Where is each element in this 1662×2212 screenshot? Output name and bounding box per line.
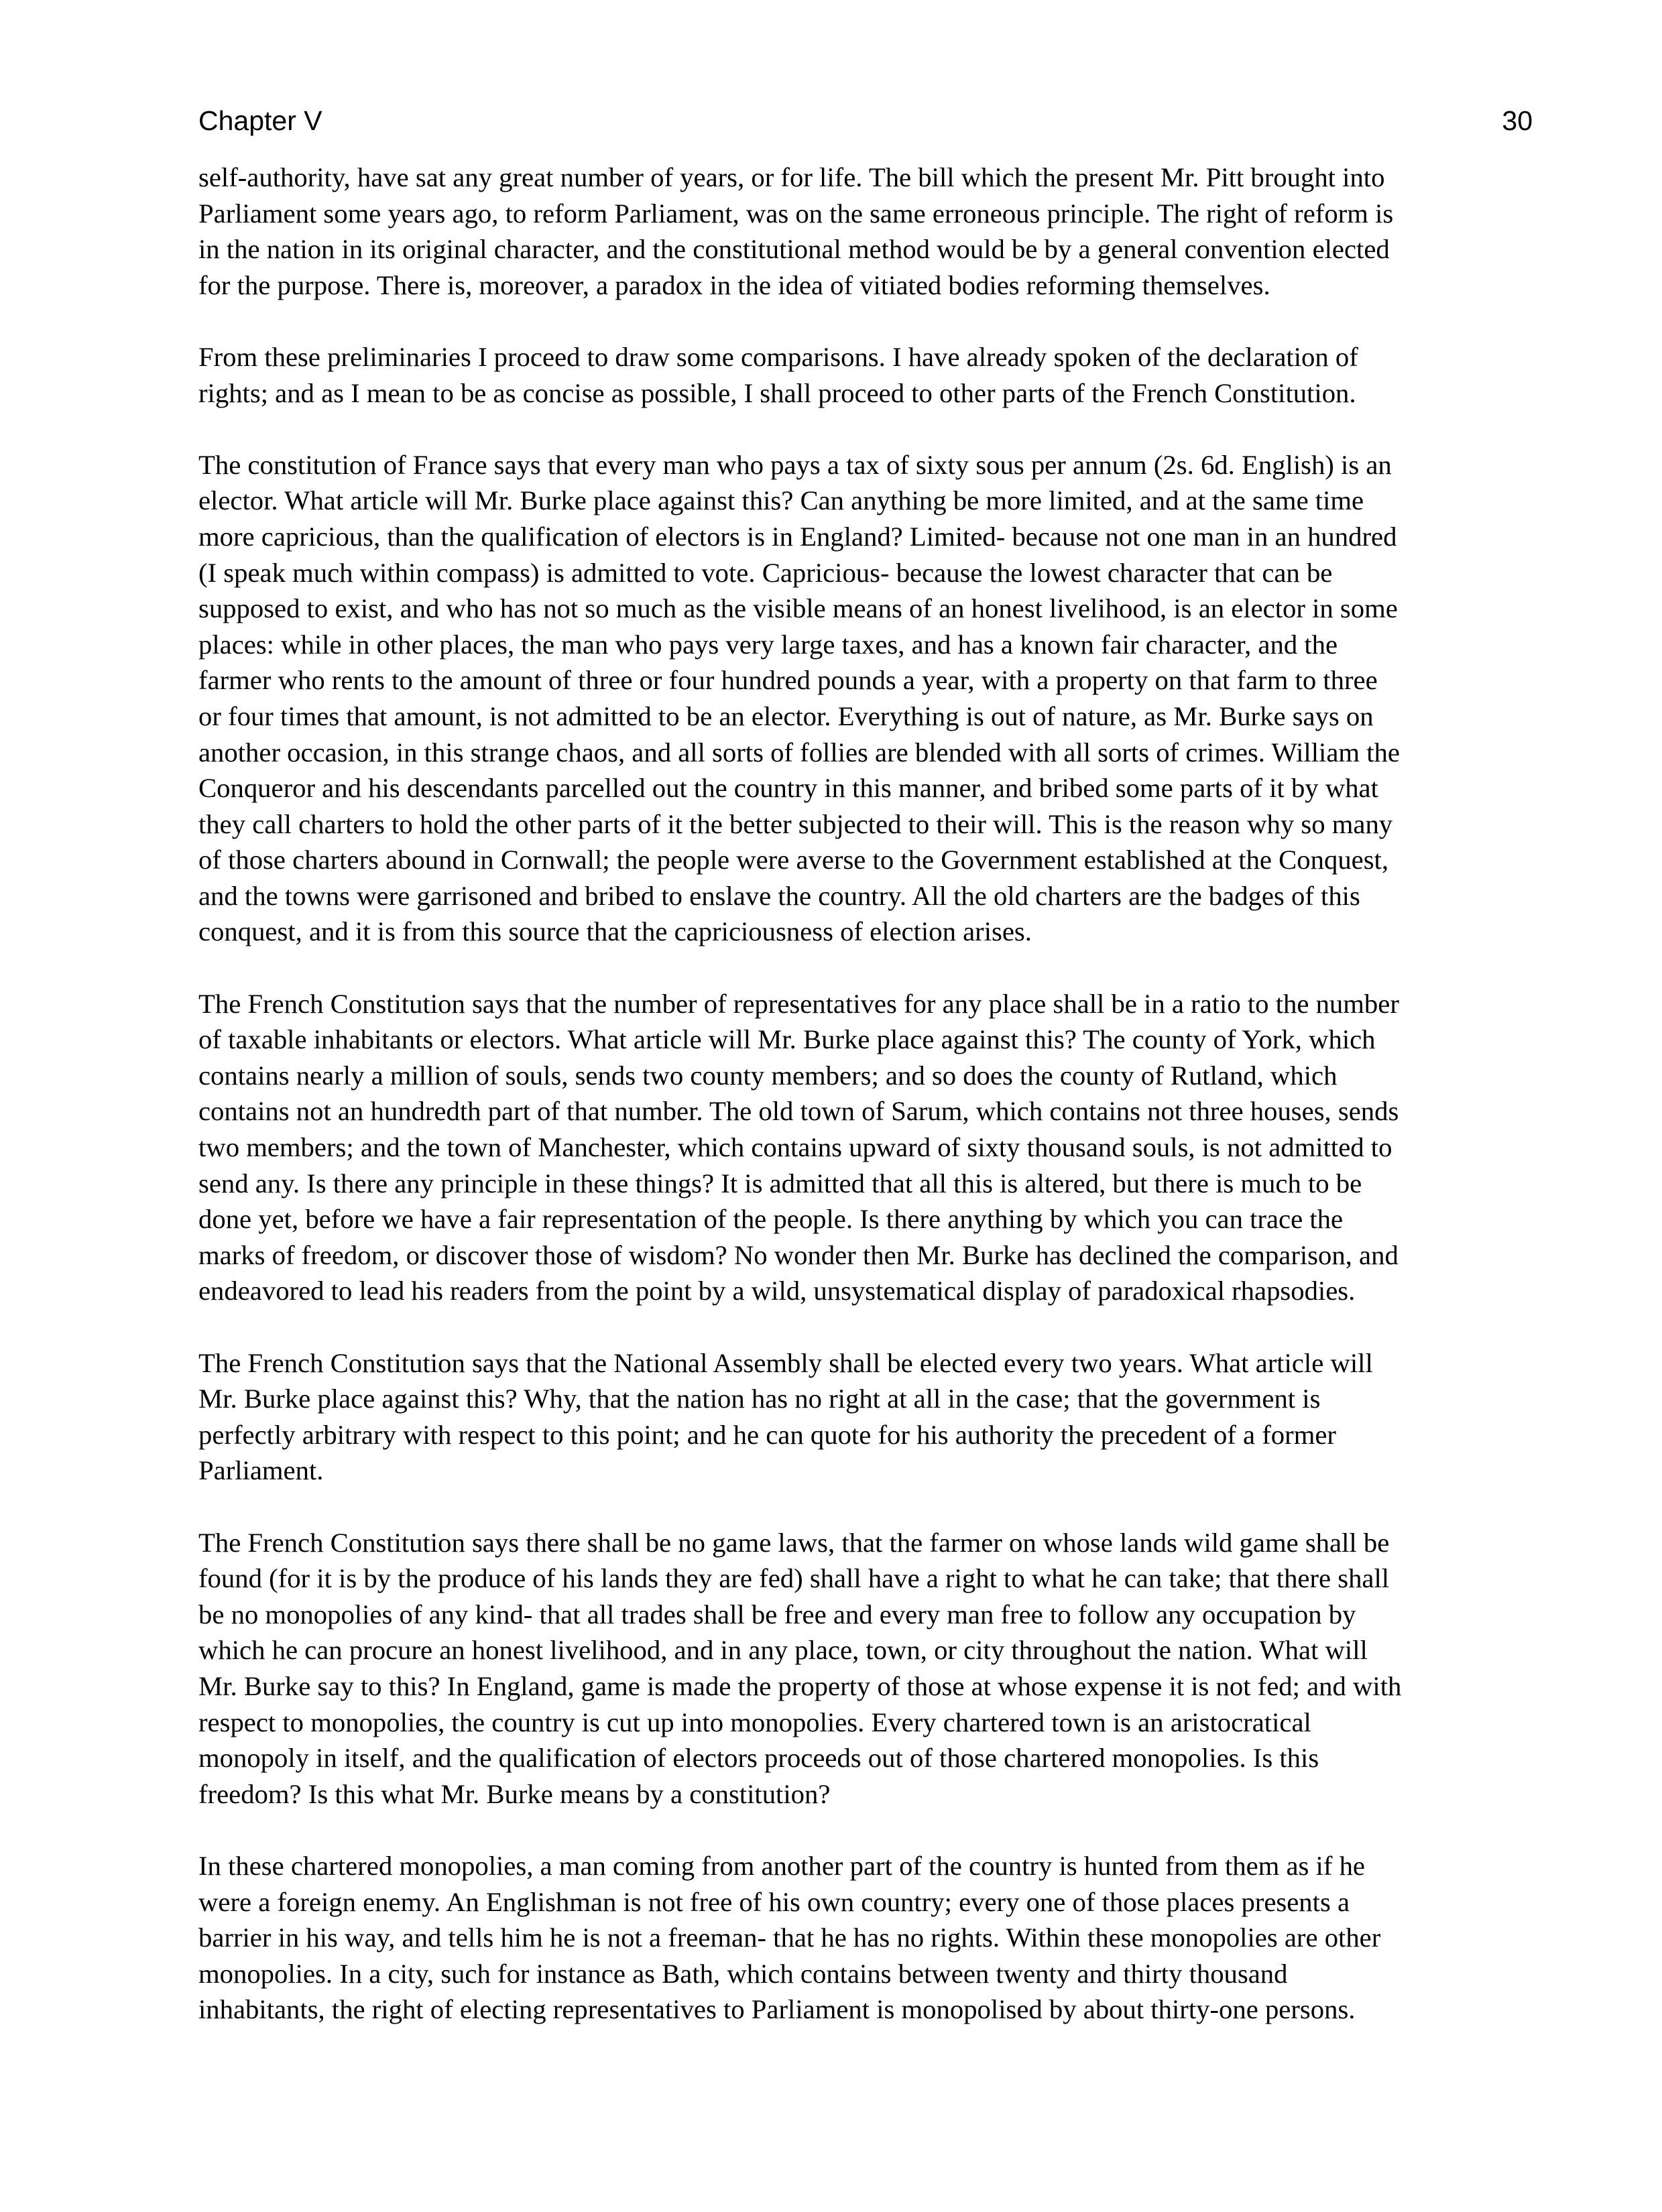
- text-line: of taxable inhabitants or electors. What article will Mr. Burke place against this? The county of York, which: [198, 1024, 1376, 1055]
- text-line: contains not an hundredth part of that number. The old town of Sarum, which contains not three houses, sends: [198, 1096, 1399, 1127]
- text-line: send any. Is there any principle in these things? It is admitted that all this is altered, but there is much to be: [198, 1168, 1362, 1199]
- chapter-title: Chapter V: [198, 105, 322, 136]
- text-line: self-authority, have sat any great number of years, or for life. The bill which the present Mr. Pitt brought into: [198, 162, 1385, 192]
- text-line: Parliament.: [198, 1455, 324, 1486]
- text-line: In these chartered monopolies, a man coming from another part of the country is hunted from them as if he: [198, 1850, 1365, 1881]
- paragraph-1: [198, 160, 1533, 303]
- text-line: barrier in his way, and tells him he is not a freeman- that he has no rights. Within these monopolies are other: [198, 1922, 1381, 1953]
- text-line: places: while in other places, the man who pays very large taxes, and has a known fair character, and the: [198, 629, 1338, 660]
- text-line: (I speak much within compass) is admitted to vote. Capricious- because the lowest character that can be: [198, 557, 1333, 588]
- text-line: The constitution of France says that every man who pays a tax of sixty sous per annum (2s. 6d. English) is an: [198, 449, 1392, 480]
- paragraph-7: [198, 1848, 1533, 2028]
- paragraph-2: [198, 339, 1533, 411]
- body-text: [198, 160, 1533, 2028]
- text-line: Mr. Burke place against this? Why, that the nation has no right at all in the case; that the government is: [198, 1384, 1321, 1414]
- paragraph-5: [198, 1345, 1533, 1489]
- text-line: The French Constitution says that the National Assembly shall be elected every two years. What article will: [198, 1347, 1373, 1378]
- document-page: [198, 101, 1533, 2063]
- text-line: monopoly in itself, and the qualification of electors proceeds out of those chartered monopolies. Is this: [198, 1743, 1319, 1774]
- running-header: [198, 101, 1533, 141]
- text-line: freedom? Is this what Mr. Burke means by a constitution?: [198, 1778, 831, 1809]
- text-line: found (for it is by the produce of his lands they are fed) shall have a right to what he can take; that there shall: [198, 1563, 1390, 1594]
- paragraph-3: [198, 447, 1533, 950]
- text-line: Conqueror and his descendants parcelled out the country in this manner, and bribed some parts of it by what: [198, 773, 1378, 804]
- text-line: rights; and as I mean to be as concise as possible, I shall proceed to other parts of the French Constitution.: [198, 377, 1356, 408]
- text-line: they call charters to hold the other parts of it the better subjected to their will. This is the reason why so many: [198, 808, 1393, 839]
- text-line: which he can procure an honest livelihood, and in any place, town, or city throughout the nation. What will: [198, 1635, 1368, 1666]
- page-number: 30: [1502, 105, 1533, 136]
- text-line: Parliament some years ago, to reform Parliament, was on the same erroneous principle. The right of reform is: [198, 198, 1394, 229]
- text-line: respect to monopolies, the country is cut up into monopolies. Every chartered town is an aristocratical: [198, 1707, 1311, 1737]
- text-line: or four times that amount, is not admitted to be an elector. Everything is out of nature, as Mr. Burke says on: [198, 700, 1374, 731]
- text-line: elector. What article will Mr. Burke place against this? Can anything be more limited, and at the same time: [198, 485, 1364, 516]
- text-line: The French Constitution says that the number of representatives for any place shall be in a ratio to the number: [198, 988, 1399, 1019]
- paragraph-6: [198, 1525, 1533, 1812]
- text-line: endeavored to lead his readers from the point by a wild, unsystematical display of paradoxical rhapsodies.: [198, 1276, 1356, 1306]
- text-line: of those charters abound in Cornwall; the people were averse to the Government established at the Conquest,: [198, 845, 1389, 875]
- text-line: marks of freedom, or discover those of wisdom? No wonder then Mr. Burke has declined the comparison, and: [198, 1239, 1399, 1270]
- text-line: farmer who rents to the amount of three or four hundred pounds a year, with a property on that farm to three: [198, 665, 1378, 696]
- text-line: be no monopolies of any kind- that all trades shall be free and every man free to follow any occupation by: [198, 1599, 1356, 1630]
- text-line: more capricious, than the qualification of electors is in England? Limited- because not one man in an hundred: [198, 521, 1397, 552]
- text-line: The French Constitution says there shall be no game laws, that the farmer on whose lands wild game shall be: [198, 1527, 1390, 1558]
- text-line: were a foreign enemy. An Englishman is not free of his own country; every one of those places presents a: [198, 1886, 1350, 1917]
- text-line: two members; and the town of Manchester, which contains upward of sixty thousand souls, is not admitted to: [198, 1132, 1392, 1163]
- paragraph-4: [198, 986, 1533, 1309]
- text-line: contains nearly a million of souls, sends two county members; and so does the county of Rutland, which: [198, 1060, 1338, 1091]
- text-line: conquest, and it is from this source that the capriciousness of election arises.: [198, 916, 1032, 947]
- text-line: in the nation in its original character, and the constitutional method would be by a general convention elected: [198, 234, 1390, 265]
- text-line: perfectly arbitrary with respect to this point; and he can quote for his authority the precedent of a former: [198, 1419, 1336, 1450]
- text-line: supposed to exist, and who has not so much as the visible means of an honest livelihood, is an elector in some: [198, 593, 1398, 624]
- text-line: another occasion, in this strange chaos, and all sorts of follies are blended with all sorts of crimes. William the: [198, 737, 1400, 767]
- text-line: From these preliminaries I proceed to draw some comparisons. I have already spoken of the declaration of: [198, 341, 1358, 372]
- text-line: and the towns were garrisoned and bribed to enslave the country. All the old charters are the badges of this: [198, 880, 1360, 911]
- text-line: monopolies. In a city, such for instance as Bath, which contains between twenty and thirty thousand: [198, 1958, 1288, 1989]
- text-line: done yet, before we have a fair representation of the people. Is there anything by which you can trace the: [198, 1204, 1344, 1235]
- text-line: Mr. Burke say to this? In England, game is made the property of those at whose expense it is not fed; and with: [198, 1670, 1402, 1701]
- text-line: inhabitants, the right of electing representatives to Parliament is monopolised by about thirty-one persons.: [198, 1994, 1356, 2025]
- text-line: for the purpose. There is, moreover, a paradox in the idea of vitiated bodies reforming themselves.: [198, 269, 1270, 300]
